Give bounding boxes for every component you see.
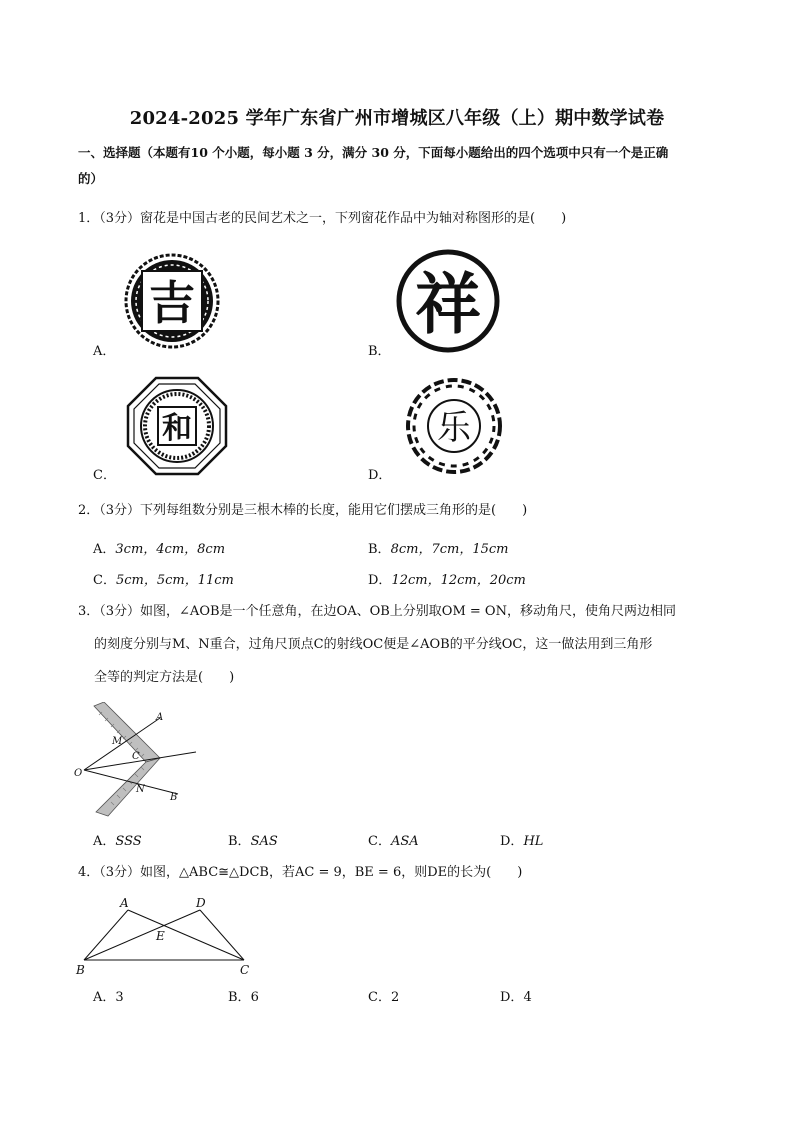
q2-option-a[interactable]: A．3cm，4cm，8cm [93, 542, 226, 557]
q1-option-b-label[interactable]: B． [368, 344, 391, 359]
question-4-stem: 4．（3分）如图，△ABC≅△DCB，若AC = 9，BE = 6，则DE的长为( ) [78, 865, 523, 880]
q4-option-b[interactable]: B．6 [228, 990, 259, 1005]
q1-option-d-figure [402, 375, 506, 477]
page-title: 2024-2025 学年广东省广州市增城区八年级（上）期中数学试卷 [129, 108, 665, 129]
q1-b-char: 祥 [415, 265, 481, 343]
svg-text:A: A [156, 712, 164, 723]
q3-line2: 的刻度分别与M、N重合，过角尺顶点C的射线OC便是∠AOB的平分线OC，这一做法用到三角形 [94, 637, 653, 652]
q1-option-a-figure [122, 253, 222, 349]
svg-text:A: A [120, 896, 129, 910]
q4-option-d[interactable]: D．4 [500, 990, 532, 1005]
q1-option-c-figure [126, 376, 228, 476]
svg-text:C: C [132, 751, 140, 762]
svg-text:N: N [136, 784, 145, 795]
q2-option-b[interactable]: B．8cm，7cm，15cm [368, 542, 509, 557]
q3-option-a[interactable]: A．SSS [93, 834, 142, 849]
q4-option-a[interactable]: A．3 [93, 990, 124, 1005]
svg-text:E: E [156, 929, 165, 943]
q4-figure [74, 894, 254, 978]
q3-option-b[interactable]: B．SAS [228, 834, 278, 849]
q1-option-b-figure [394, 248, 502, 354]
q3-option-d[interactable]: D．HL [500, 834, 544, 849]
svg-text:M: M [112, 736, 123, 747]
q2-option-d[interactable]: D．12cm，12cm，20cm [368, 573, 526, 588]
question-3-stem [78, 595, 728, 694]
q3-option-c[interactable]: C．ASA [368, 834, 419, 849]
svg-text:B: B [170, 792, 178, 803]
question-1-stem: 1．（3分）窗花是中国古老的民间艺术之一，下列窗花作品中为轴对称图形的是( ) [78, 211, 567, 226]
q3-line3: 全等的判定方法是( ) [94, 670, 235, 685]
svg-text:D: D [196, 896, 206, 910]
q1-option-d-label[interactable]: D． [368, 468, 392, 483]
q1-option-c-label[interactable]: C． [93, 468, 116, 483]
q3-figure [74, 702, 202, 818]
svg-text:C: C [240, 963, 250, 977]
q1-a-char: 吉 [149, 276, 195, 330]
q1-c-char: 和 [162, 411, 192, 446]
section-heading-line1: 一、选择题（本题有10 个小题，每小题 3 分，满分 30 分，下面每小题给出的四个选项中只有一个是正确 [78, 145, 669, 160]
section-heading-line2: 的） [78, 171, 104, 186]
q4-option-c[interactable]: C．2 [368, 990, 400, 1005]
svg-text:B: B [76, 963, 85, 977]
svg-text:O: O [74, 768, 83, 779]
q2-option-c[interactable]: C．5cm，5cm，11cm [93, 573, 234, 588]
question-2-stem: 2．（3分）下列每组数分别是三根木棒的长度，能用它们摆成三角形的是( ) [78, 503, 528, 518]
q3-line1: 3．（3分）如图，∠AOB是一个任意角，在边OA、OB上分别取OM = ON，移动角尺，使角尺两边相同 [78, 604, 676, 619]
q1-d-char: 乐 [437, 408, 471, 448]
q1-option-a-label[interactable]: A． [93, 344, 116, 359]
section-heading [78, 140, 728, 192]
